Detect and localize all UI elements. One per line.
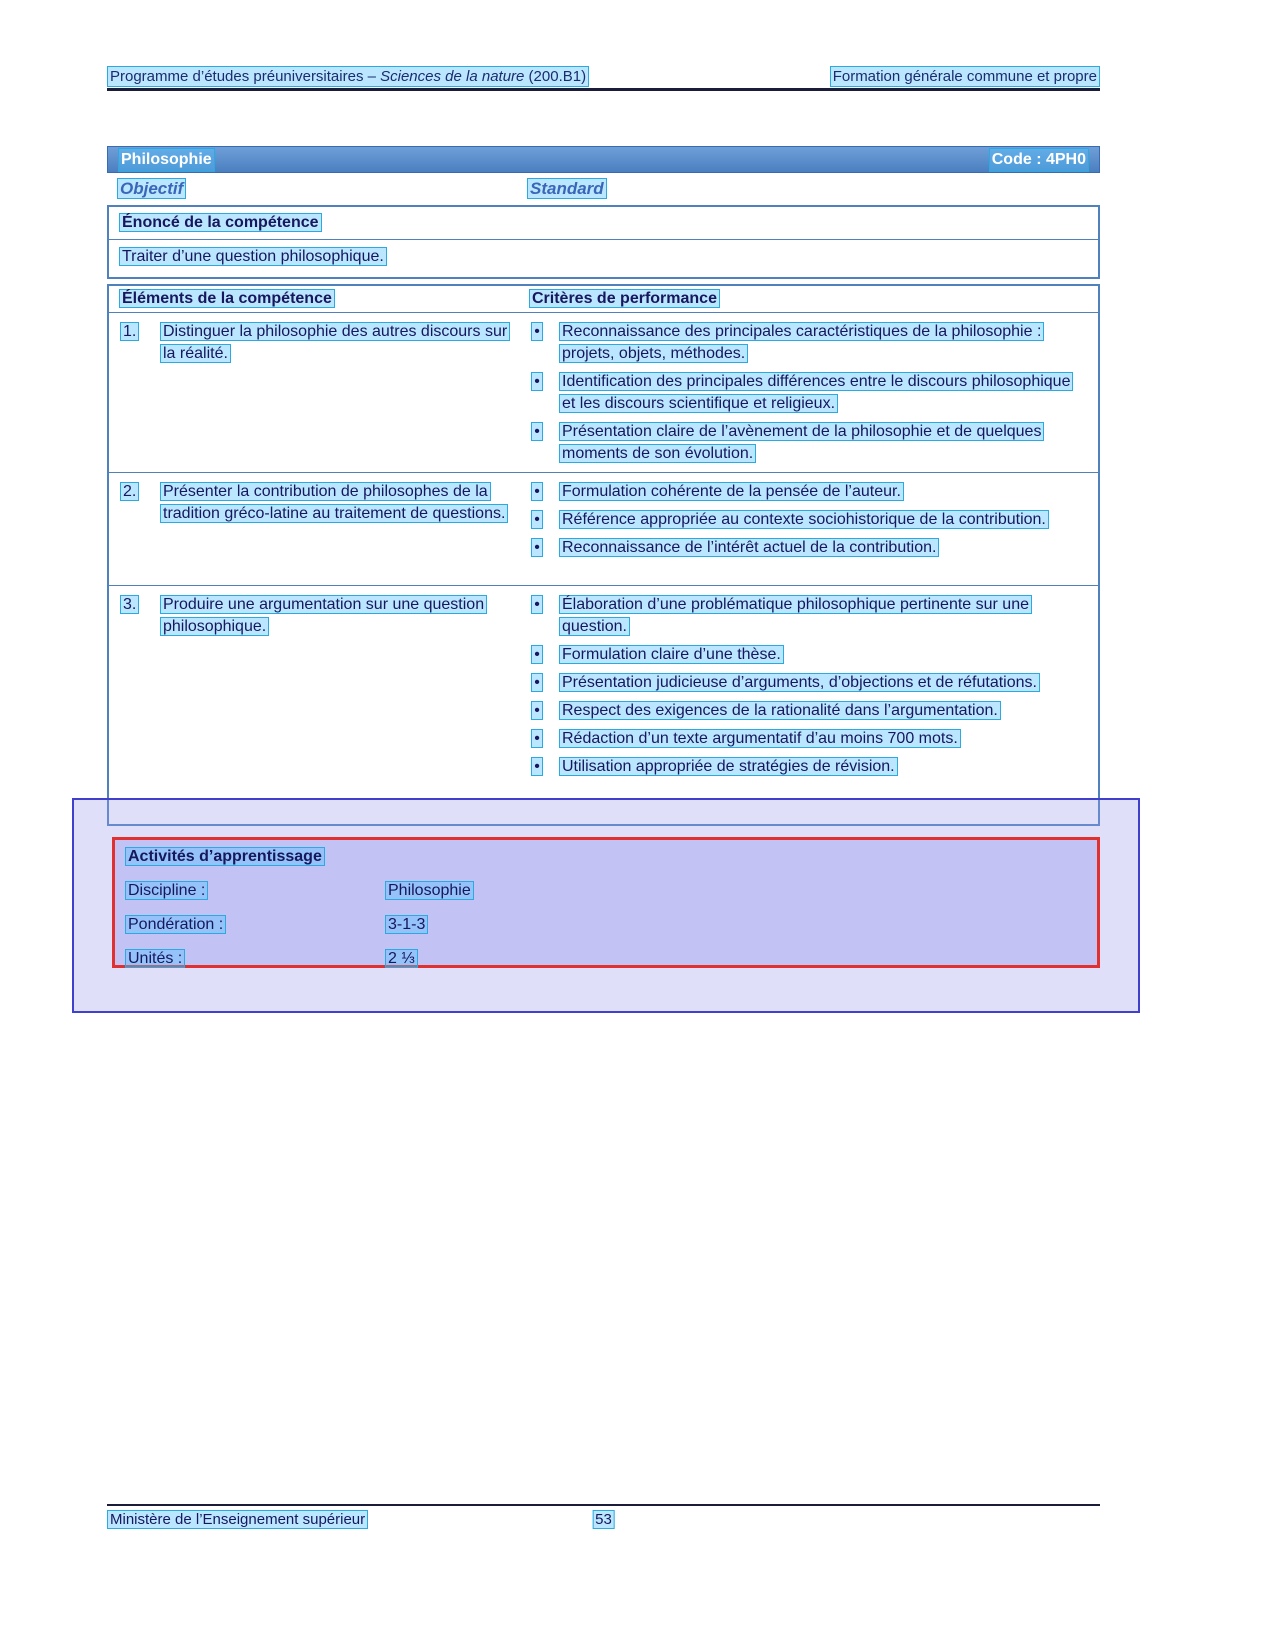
- activity-row-ponderation: [125, 914, 1087, 936]
- criterion-item: [529, 321, 1078, 365]
- criteria-cell: [525, 473, 1098, 585]
- competency-table: [107, 284, 1100, 826]
- bullet-icon: •: [531, 322, 543, 341]
- bullet-icon: •: [531, 729, 543, 748]
- bullet-icon: •: [531, 595, 543, 614]
- criterion-item: [529, 756, 1078, 778]
- activity-value: 3-1-3: [385, 915, 428, 934]
- criterion-text: Reconnaissance des principales caractéristiques de la philosophie : projets, objets, méthodes.: [559, 321, 1078, 365]
- bullet-icon: •: [531, 422, 543, 441]
- enonce-body: Traiter d’une question philosophique.: [109, 240, 1098, 277]
- criterion-item: [529, 421, 1078, 465]
- criterion-item: [529, 537, 1078, 559]
- criterion-text: Formulation cohérente de la pensée de l’auteur.: [559, 481, 904, 503]
- header-right: Formation générale commune et propre: [830, 66, 1100, 87]
- criterion-item: [529, 700, 1078, 722]
- course-code: Code : 4PH0: [989, 148, 1089, 172]
- enonce-table: [107, 205, 1100, 279]
- element-text: Présenter la contribution de philosophes de la tradition gréco-latine au traitement de questions.: [160, 481, 512, 525]
- page-header: [107, 66, 1100, 87]
- header-left-italic: Sciences de la nature: [380, 68, 525, 85]
- competency-row-3: [109, 585, 1098, 824]
- enonce-header: Énoncé de la compétence: [109, 207, 1098, 240]
- criteria-header: Critères de performance: [525, 288, 1098, 310]
- item-number: 1.: [120, 322, 139, 341]
- criterion-text: Présentation claire de l’avènement de la philosophie et de quelques moments de son évolution.: [559, 421, 1078, 465]
- activity-label: Discipline :: [125, 881, 208, 900]
- criterion-item: [529, 594, 1078, 638]
- course-title: Philosophie: [118, 148, 215, 172]
- bullet-icon: •: [531, 701, 543, 720]
- page-number: 53: [592, 1510, 615, 1529]
- criteria-cell: [525, 586, 1098, 824]
- criterion-text: Identification des principales différences entre le discours philosophique et les discours scientifique et religieux.: [559, 371, 1078, 415]
- criterion-item: [529, 371, 1078, 415]
- column-heading-standard: Standard: [527, 178, 607, 199]
- footer-left: Ministère de l’Enseignement supérieur: [107, 1510, 368, 1529]
- competency-table-header: [109, 286, 1098, 312]
- criterion-item: [529, 509, 1078, 531]
- criterion-text: Élaboration d’une problématique philosophique pertinente sur une question.: [559, 594, 1078, 638]
- footer-rule: [107, 1504, 1100, 1506]
- criterion-text: Formulation claire d’une thèse.: [559, 644, 784, 666]
- bullet-icon: •: [531, 510, 543, 529]
- activity-value: Philosophie: [385, 881, 474, 900]
- criterion-text: Rédaction d’un texte argumentatif d’au moins 700 mots.: [559, 728, 961, 750]
- activity-label: Pondération :: [125, 915, 226, 934]
- activity-label: Unités :: [125, 949, 185, 968]
- column-heading-objectif: Objectif: [117, 178, 186, 199]
- criterion-item: [529, 672, 1078, 694]
- activities-header: Activités d’apprentissage: [125, 846, 1087, 868]
- header-left: [107, 66, 589, 87]
- criterion-text: Utilisation appropriée de stratégies de révision.: [559, 756, 898, 778]
- page-footer: [107, 1510, 1100, 1529]
- header-left-prefix: Programme d’études préuniversitaires –: [110, 68, 381, 85]
- activity-value: 2 ⅓: [385, 949, 418, 968]
- competency-row-1: [109, 312, 1098, 472]
- element-text: Produire une argumentation sur une question philosophique.: [160, 594, 512, 638]
- criterion-text: Respect des exigences de la rationalité dans l’argumentation.: [559, 700, 1001, 722]
- criteria-cell: [525, 313, 1098, 472]
- criterion-text: Présentation judicieuse d’arguments, d’objections et de réfutations.: [559, 672, 1040, 694]
- bullet-icon: •: [531, 673, 543, 692]
- column-headings: [107, 178, 1100, 204]
- activity-row-discipline: [125, 880, 1087, 902]
- bullet-icon: •: [531, 538, 543, 557]
- header-rule: [107, 88, 1100, 91]
- criterion-item: [529, 644, 1078, 666]
- activity-row-unites: [125, 948, 1087, 970]
- element-cell: [109, 586, 525, 824]
- elements-header: Éléments de la compétence: [109, 288, 525, 310]
- header-left-suffix: (200.B1): [524, 68, 587, 85]
- activities-box: [112, 837, 1100, 968]
- criterion-item: [529, 728, 1078, 750]
- item-number: 3.: [120, 595, 139, 614]
- bullet-icon: •: [531, 645, 543, 664]
- competency-row-2: [109, 472, 1098, 585]
- bullet-icon: •: [531, 482, 543, 501]
- title-bar: [107, 146, 1100, 173]
- bullet-icon: •: [531, 757, 543, 776]
- bullet-icon: •: [531, 372, 543, 391]
- element-text: Distinguer la philosophie des autres discours sur la réalité.: [160, 321, 512, 365]
- criterion-text: Reconnaissance de l’intérêt actuel de la contribution.: [559, 537, 939, 559]
- element-cell: [109, 313, 525, 472]
- criterion-item: [529, 481, 1078, 503]
- item-number: 2.: [120, 482, 139, 501]
- criterion-text: Référence appropriée au contexte sociohistorique de la contribution.: [559, 509, 1049, 531]
- element-cell: [109, 473, 525, 585]
